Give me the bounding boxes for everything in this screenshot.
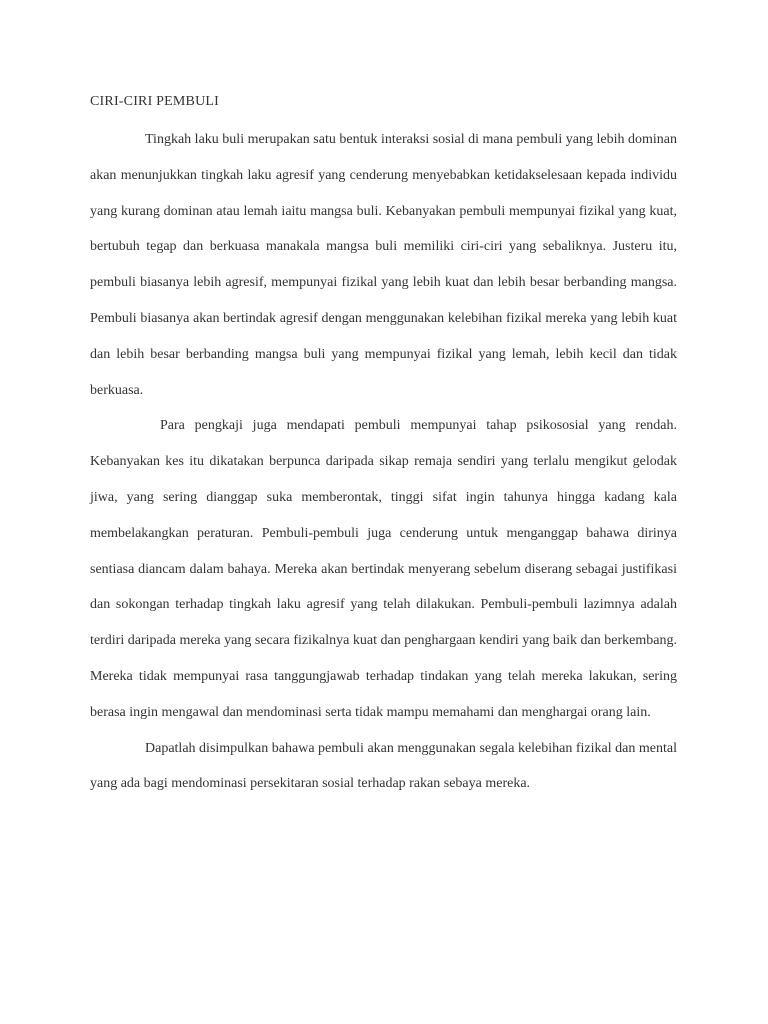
- paragraph-3: Dapatlah disimpulkan bahawa pembuli akan menggunakan segala kelebihan fizikal dan mental yang ada bagi mendominasi persekitaran sosial terhadap rakan sebaya mereka.: [90, 740, 677, 792]
- paragraph-2: Para pengkaji juga mendapati pembuli mempunyai tahap psikososial yang rendah. Kebanyakan kes itu dikatakan berpunca daripada sikap remaja sendiri yang terlalu mengikut gelodak jiwa, yang sering dianggap suka memberontak, tinggi sifat ingin tahunya hingga kadang kala membelakangkan peraturan. Pembuli-pembuli juga cenderung untuk menganggap bahawa dirinya sentiasa diancam dalam bahaya. Mereka akan bertindak menyerang sebelum diserang sebagai justifikasi dan sokongan terhadap tingkah laku agresif yang telah dilakukan. Pembuli-pembuli lazimnya adalah terdiri daripada mereka yang secara fizikalnya kuat dan penghargaan kendiri yang baik dan berkembang. Mereka tidak mempunyai rasa tanggungjawab terhadap tindakan yang telah mereka lakukan, sering berasa ingin mengawal dan mendominasi serta tidak mampu memahami dan menghargai orang lain.: [90, 418, 677, 720]
- document-heading: CIRI-CIRI PEMBULI: [90, 94, 220, 109]
- paragraph-1: Tingkah laku buli merupakan satu bentuk interaksi sosial di mana pembuli yang lebih dominan akan menunjukkan tingkah laku agresif yang cenderung menyebabkan ketidakselesaan kepada individu yang kurang dominan atau lemah iaitu mangsa buli. Kebanyakan pembuli mempunyai fizikal yang kuat, bertubuh tegap dan berkuasa manakala mangsa buli memiliki ciri-ciri yang sebaliknya. Justeru itu, pembuli biasanya lebih agresif, mempunyai fizikal yang lebih kuat dan lebih besar berbanding mangsa. Pembuli biasanya akan bertindak agresif dengan menggunakan kelebihan fizikal mereka yang lebih kuat dan lebih besar berbanding mangsa buli yang mempunyai fizikal yang lemah, lebih kecil dan tidak berkuasa.: [90, 132, 677, 398]
- document-page: [90, 92, 677, 802]
